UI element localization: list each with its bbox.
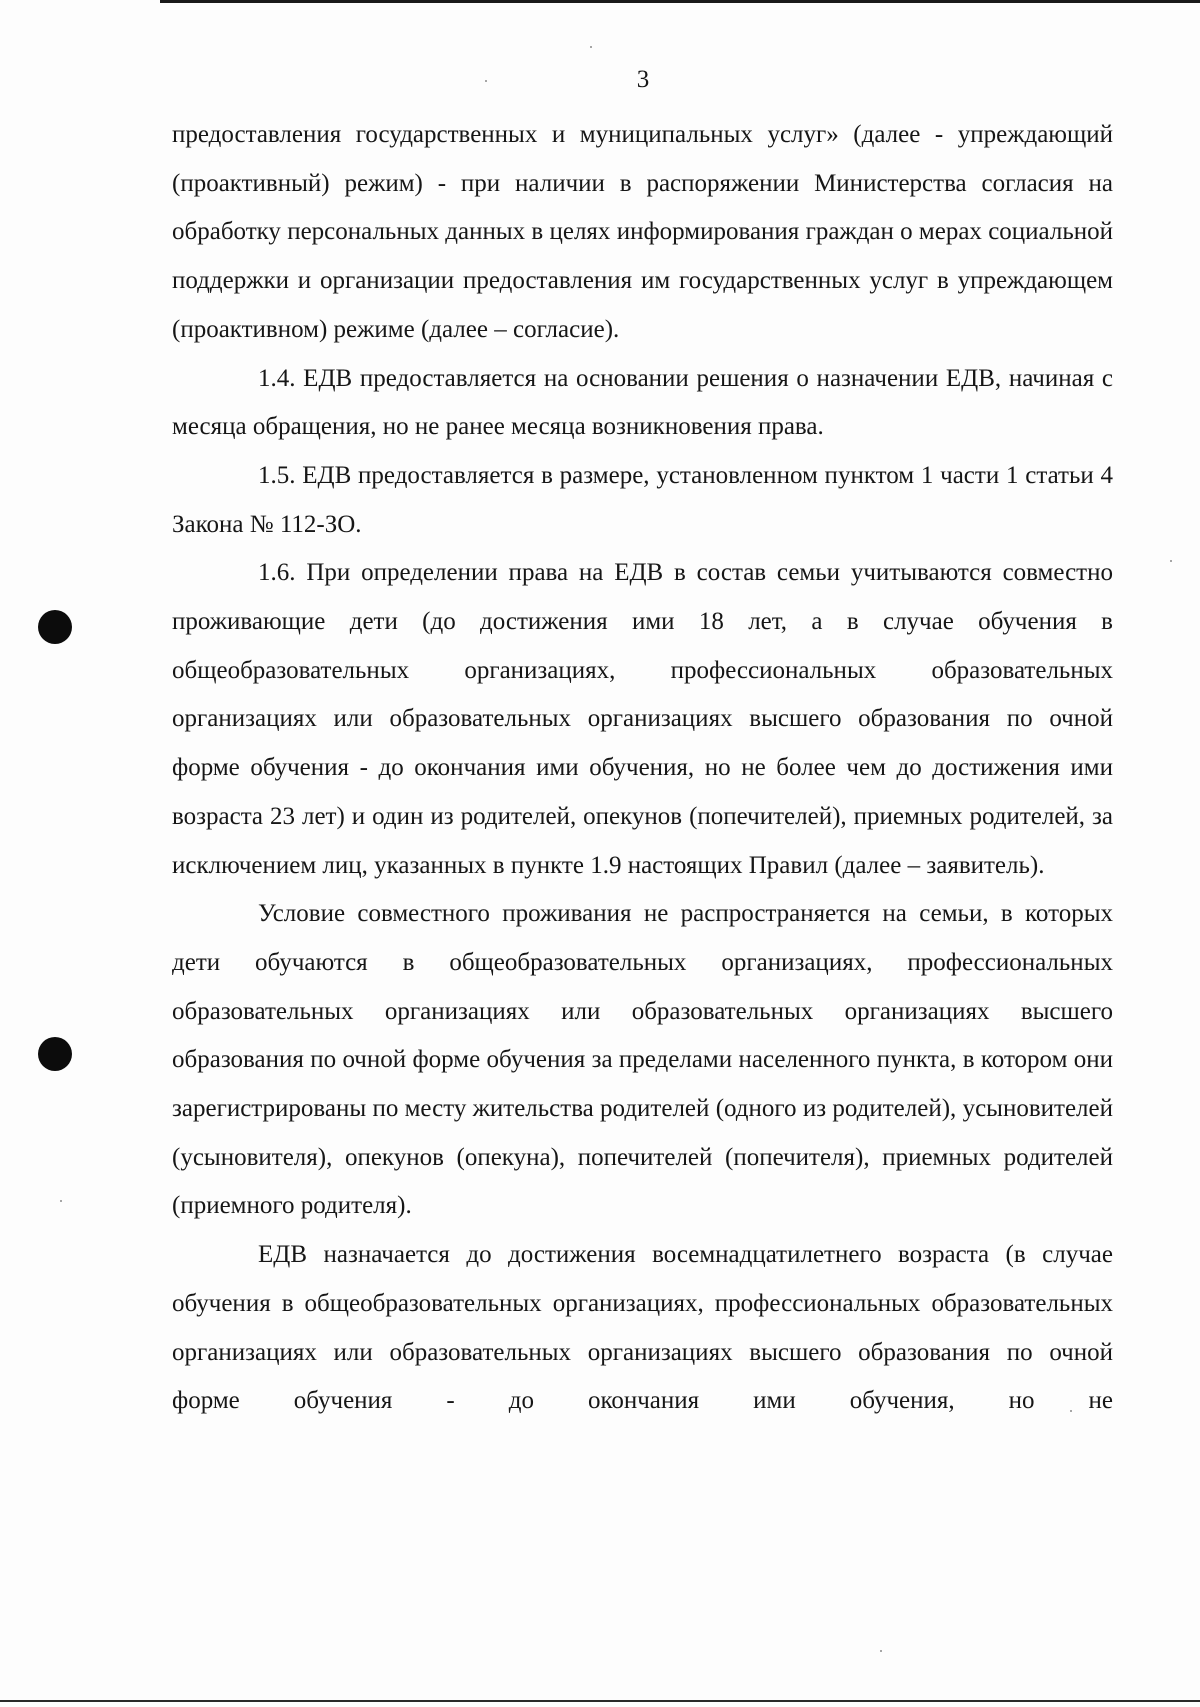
document-body bbox=[172, 111, 1113, 1426]
scan-speck bbox=[590, 46, 592, 48]
paragraph-1-5: 1.5. ЕДВ предоставляется в размере, установленном пунктом 1 части 1 статьи 4 Закона № 112-ЗО. bbox=[172, 461, 1113, 538]
paragraph-edv-assignment: ЕДВ назначается до достижения восемнадцатилетнего возраста (в случае обучения в общеобразовательных организациях, профессиональных образовательных организациях или образовательных организациях высшего образования по очной форме обучения - до окончания ими обучения, но не bbox=[172, 1241, 1113, 1415]
top-edge-line bbox=[160, 0, 1200, 3]
scan-speck bbox=[1170, 560, 1172, 562]
punch-hole-bottom bbox=[38, 1037, 72, 1071]
scan-speck bbox=[60, 1200, 62, 1202]
paragraph-1-4: 1.4. ЕДВ предоставляется на основании решения о назначении ЕДВ, начиная с месяца обращения, но не ранее месяца возникновения права. bbox=[172, 364, 1113, 441]
punch-hole-top bbox=[38, 610, 72, 644]
paragraph-cohabitation-condition: Условие совместного проживания не распространяется на семьи, в которых дети обучаются в общеобразовательных организациях, профессиональных образовательных организациях или образовательных организациях высшего образования по очной форме обучения за пределами населенного пункта, в котором они зарегистрированы по месту жительства родителей (одного из родителей), усыновителей (усыновителя), опекунов (опекуна), попечителей (попечителя), приемных родителей (приемного родителя). bbox=[172, 900, 1113, 1220]
paragraph-1-6: 1.6. При определении права на ЕДВ в состав семьи учитываются совместно проживающие дети (до достижения ими 18 лет, а в случае обучения в общеобразовательных организациях, профессиональных образовательных организациях или образовательных организациях высшего образования по очной форме обучения - до окончания ими обучения, но не более чем до достижения ими возраста 23 лет) и один из родителей, опекунов (попечителей), приемных родителей, за исключением лиц, указанных в пункте 1.9 настоящих Правил (далее – заявитель). bbox=[172, 559, 1113, 879]
bottom-edge-line bbox=[0, 1700, 1200, 1702]
scan-speck bbox=[880, 1650, 882, 1652]
paragraph-intro: предоставления государственных и муниципальных услуг» (далее - упреждающий (проактивный) режим) - при наличии в распоряжении Министерства согласия на обработку персональных данных в целях информирования граждан о мерах социальной поддержки и организации предоставления им государственных услуг в упреждающем (проактивном) режиме (далее – согласие). bbox=[172, 121, 1113, 343]
page-number: 3 bbox=[636, 66, 650, 93]
